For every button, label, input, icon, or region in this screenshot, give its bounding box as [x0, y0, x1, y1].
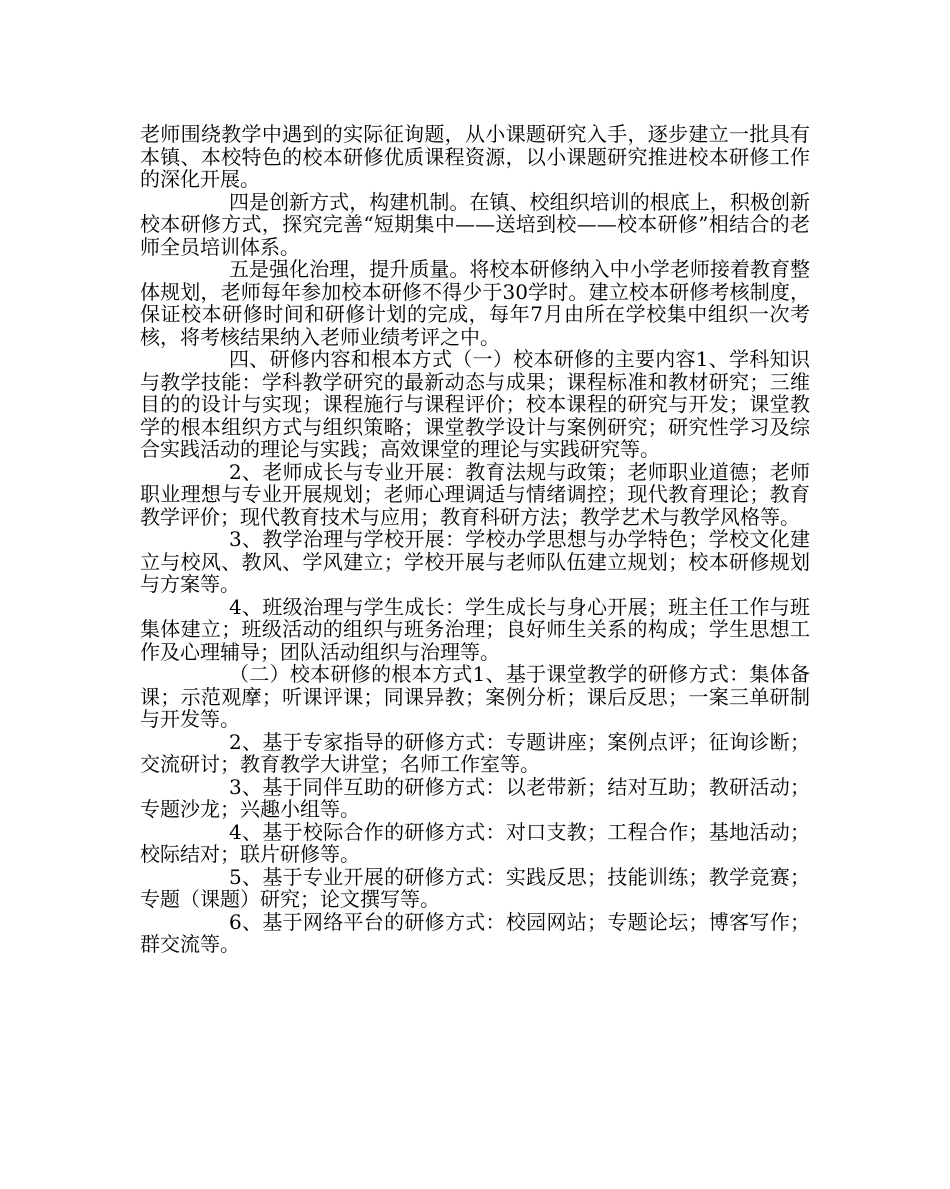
paragraph-7: 4、班级治理与学生成长：学生成长与身心开展；班主任工作与班集体建立；班级活动的组织与班务治理；良好师生关系的构成；学生思想工作及心理辅导；团队活动组织与治理等。 [140, 594, 810, 664]
paragraph-5: 2、老师成长与专业开展：教育法规与政策；老师职业道德；老师职业理想与专业开展规划；老师心理调适与情绪调控；现代教育理论；教育教学评价；现代教育技术与应用；教育科研方法；教学艺术与教学风格等。 [140, 459, 810, 529]
paragraph-9: 2、基于专家指导的研修方式：专题讲座；案例点评；征询诊断；交流研讨；教育教学大讲堂；名师工作室等。 [140, 729, 810, 776]
paragraph-3: 五是强化治理，提升质量。将校本研修纳入中小学老师接着教育整体规划，老师每年参加校本研修不得少于30学时。建立校本研修考核制度，保证校本研修时间和研修计划的完成，每年7月由所在学校集中组织一次考核，将考核结果纳入老师业绩考评之中。 [140, 257, 810, 349]
paragraph-6: 3、教学治理与学校开展：学校办学思想与办学特色；学校文化建立与校风、教风、学风建立；学校开展与老师队伍建立规划；校本研修规划与方案等。 [140, 527, 810, 596]
paragraph-12: 5、基于专业开展的研修方式：实践反思；技能训练；教学竞赛；专题（课题）研究；论文撰写等。 [140, 864, 810, 911]
document-body [140, 123, 810, 956]
paragraph-8: （二）校本研修的根本方式1、基于课堂教学的研修方式：集体备课；示范观摩；听课评课；同课异教；案例分析；课后反思；一案三单研制与开发等。 [140, 662, 810, 731]
paragraph-4: 四、研修内容和根本方式（一）校本研修的主要内容1、学科知识与教学技能：学科教学研究的最新动态与成果；课程标准和教材研究；三维目的的设计与实现；课程施行与课程评价；校本课程的研究与开发；课堂教学的根本组织方式与组织策略；课堂教学设计与案例研究；研究性学习及综合实践活动的理论与实践；高效课堂的理论与实践研究等。 [140, 347, 810, 461]
paragraph-10: 3、基于同伴互助的研修方式：以老带新；结对互助；教研活动；专题沙龙；兴趣小组等。 [140, 774, 810, 821]
paragraph-13: 6、基于网络平台的研修方式：校园网站；专题论坛；博客写作；群交流等。 [140, 909, 810, 956]
paragraph-11: 4、基于校际合作的研修方式：对口支教；工程合作；基地活动；校际结对；联片研修等。 [140, 819, 810, 866]
paragraph-1: 老师围绕教学中遇到的实际征询题，从小课题研究入手，逐步建立一批具有本镇、本校特色的校本研修优质课程资源，以小课题研究推进校本研修工作的深化开展。 [140, 122, 810, 191]
paragraph-2: 四是创新方式，构建机制。在镇、校组织培训的根底上，积极创新校本研修方式，探究完善“短期集中——送培到校——校本研修”相结合的老师全员培训体系。 [140, 189, 810, 259]
